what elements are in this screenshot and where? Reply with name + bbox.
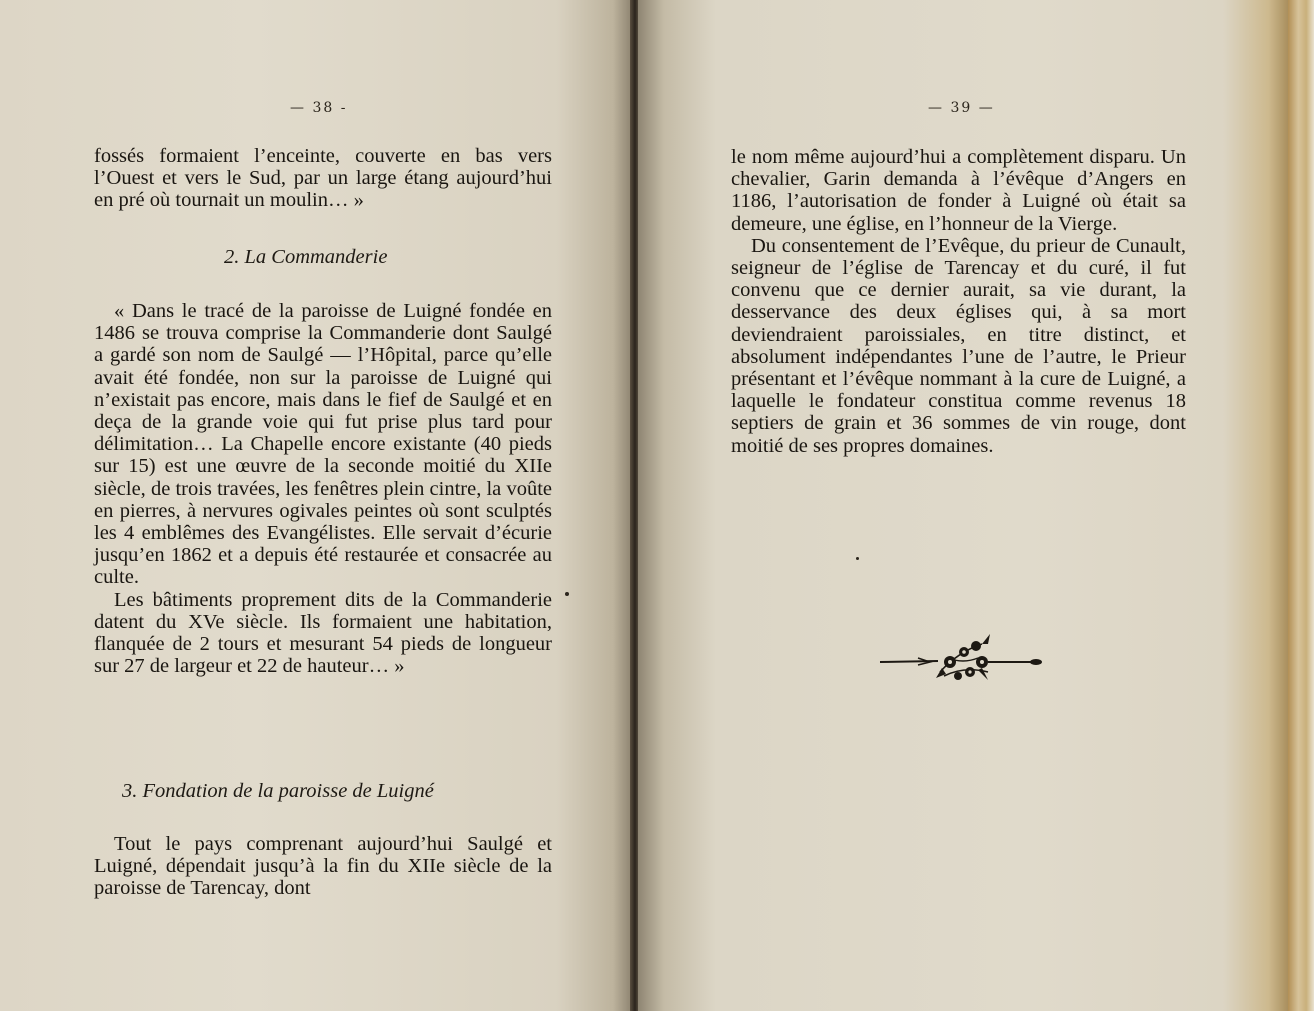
page-number-left: — 38 -	[290, 100, 348, 116]
section-heading-commanderie: 2. La Commanderie	[224, 246, 388, 268]
fondation-text	[94, 833, 552, 900]
page-edges	[1288, 0, 1314, 1011]
paragraph: Du consentement de l’Evêque, du prieur de Cunault, seigneur de l’église de Tarencay et du curé, il fut convenu que ce dernier aurait, sa vie durant, la desservance des deux églises qui, à sa mort deviendraient paroissiales, en titre distinct, et absolument indépendantes l’une de l’autre, le Prieur présentant et l’évêque nommant à la cure de Luigné, a laquelle le fondateur constitua comme revenus 18 septiers de grain et 36 sommes de vin rouge, dont moitié de ses propres domaines.	[731, 234, 1186, 457]
ink-speck	[856, 557, 859, 560]
paragraph: Tout le pays comprenant aujourd’hui Saulgé et Luigné, dépendait jusqu’à la fin du XIIe siècle de la paroisse de Tarencay, dont	[94, 833, 552, 900]
section-heading-fondation: 3. Fondation de la paroisse de Luigné	[122, 780, 434, 802]
ink-speck	[565, 592, 569, 596]
paragraph: fossés formaient l’enceinte, couverte en bas vers l’Ouest et vers le Sud, par un large étang aujourd’hui en pré où tournait un moulin… »	[94, 145, 552, 212]
paragraph: Les bâtiments proprement dits de la Commanderie datent du XVe siècle. Ils formaient une habitation, flanquée de 2 tours et mesurant 54 pieds de longueur sur 27 de largeur et 22 de hauteur… »	[94, 588, 552, 678]
paragraph: « Dans le tracé de la paroisse de Luigné fondée en 1486 se trouva comprise la Commanderie dont Saulgé a gardé son nom de Saulgé — l’Hôpital, parce qu’elle avait été fondée, non sur la paroisse de Luigné qui n’existait pas encore, mais dans le fief de Saulgé et en deça de la grande voie qui fut prise plus tard pour délimitation… La Chapelle encore existante (40 pieds sur 15) est une œuvre de la seconde moitié du XIIe siècle, de trois travées, les fenêtres plein cintre, la voûte en pierres, à nervures ogivales peintes où sont sculptés les 4 emblêmes des Evangélistes. Elle servait d’écurie jusqu’en 1862 et a depuis été restaurée et consacrée au culte.	[94, 300, 552, 589]
left-page	[0, 0, 632, 1011]
commanderie-text	[94, 300, 552, 677]
right-text	[731, 146, 1186, 457]
page-number-right: — 39 —	[928, 100, 995, 116]
floral-fleuron-icon	[878, 632, 1048, 690]
continuation-text	[94, 145, 552, 212]
right-page	[638, 0, 1288, 1011]
paragraph: le nom même aujourd’hui a complètement disparu. Un chevalier, Garin demanda à l’évêque d’Angers en 1186, l’autorisation de fonder à Luigné où était sa demeure, une église, en l’honneur de la Vierge.	[731, 146, 1186, 235]
